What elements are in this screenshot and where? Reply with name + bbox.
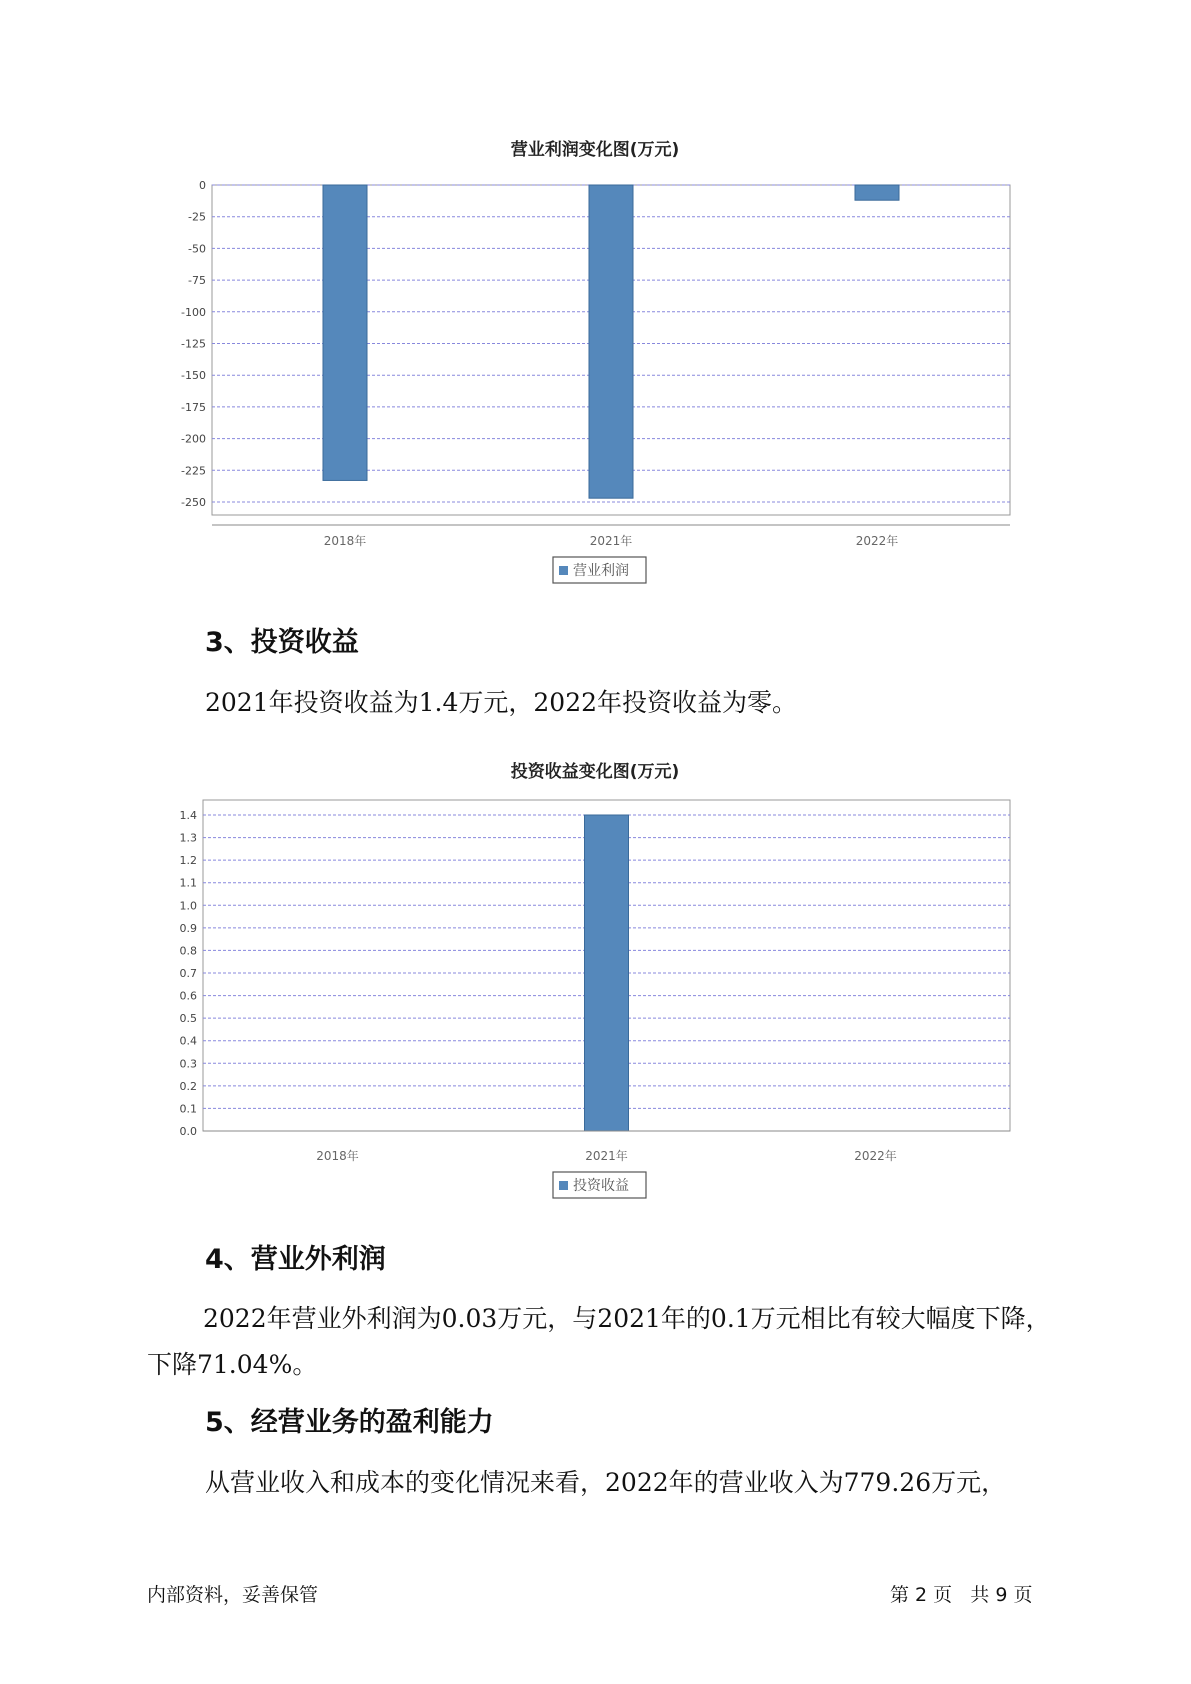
bar: [585, 815, 629, 1131]
y-tick-label: 0.2: [179, 1079, 197, 1093]
y-tick-label: -250: [181, 496, 206, 509]
legend-label: 投资收益: [573, 1178, 629, 1194]
y-tick-label: 1.1: [179, 876, 197, 890]
y-tick-label: -150: [181, 369, 206, 383]
chart-title: 营业利润变化图(万元): [510, 140, 680, 160]
bar: [589, 185, 633, 498]
y-tick-label: 0.5: [179, 1012, 197, 1026]
bar: [855, 185, 899, 200]
section-5-heading: 5、经营业务的盈利能力: [205, 1407, 494, 1438]
chart-title: 投资收益变化图(万元): [510, 762, 680, 782]
y-tick-label: -175: [181, 400, 206, 414]
y-tick-label: -125: [181, 337, 206, 351]
section-4-text: 2022年营业外利润为0.03万元，与2021年的0.1万元相比有较大幅度下降，下降71.04%。: [147, 1304, 1051, 1379]
investment-income-chart-svg: [0, 752, 1191, 1202]
y-tick-label: 0.3: [179, 1057, 197, 1071]
y-tick-label: -75: [188, 274, 206, 288]
x-tick-label: 2021年: [589, 534, 633, 548]
legend-swatch: [559, 566, 568, 575]
y-tick-label: 0.9: [179, 921, 197, 935]
y-tick-label: -225: [181, 464, 206, 478]
investment-income-chart: [0, 752, 1191, 1202]
x-tick-label: 2018年: [316, 1149, 359, 1163]
y-tick-label: -50: [188, 242, 206, 256]
y-tick-label: 0.0: [179, 1125, 197, 1138]
y-tick-label: -25: [188, 210, 206, 224]
y-tick-label: 0.6: [179, 989, 197, 1003]
y-tick-label: 0: [199, 179, 206, 192]
x-tick-label: 2018年: [323, 534, 367, 548]
y-tick-label: -100: [181, 305, 206, 319]
legend-label: 营业利润: [573, 563, 629, 579]
operating-profit-chart: [0, 130, 1191, 590]
x-tick-label: 2022年: [854, 1149, 897, 1163]
y-tick-label: 1.3: [179, 831, 197, 845]
y-tick-label: 1.0: [179, 899, 197, 913]
x-tick-label: 2022年: [855, 534, 899, 548]
y-tick-label: 0.8: [179, 944, 197, 958]
section-5-text: 从营业收入和成本的变化情况来看，2022年的营业收入为779.26万元，: [205, 1468, 1007, 1497]
y-tick-label: 1.2: [179, 854, 197, 868]
section-3-heading: 3、投资收益: [205, 627, 359, 658]
section-3-text: 2021年投资收益为1.4万元，2022年投资收益为零。: [205, 688, 798, 717]
bar: [323, 185, 367, 480]
footer-left: 内部资料，妥善保管: [147, 1584, 319, 1606]
y-tick-label: 0.1: [179, 1102, 197, 1116]
footer-right: 第 2 页 共 9 页: [890, 1584, 1033, 1606]
legend-swatch: [559, 1181, 568, 1190]
x-tick-label: 2021年: [585, 1149, 628, 1163]
y-tick-label: 0.7: [179, 967, 197, 980]
section-4-heading: 4、营业外利润: [205, 1244, 386, 1275]
y-tick-label: 1.4: [179, 809, 197, 822]
y-tick-label: -200: [181, 432, 206, 446]
operating-profit-chart-svg: [0, 130, 1191, 590]
y-tick-label: 0.4: [179, 1034, 197, 1048]
